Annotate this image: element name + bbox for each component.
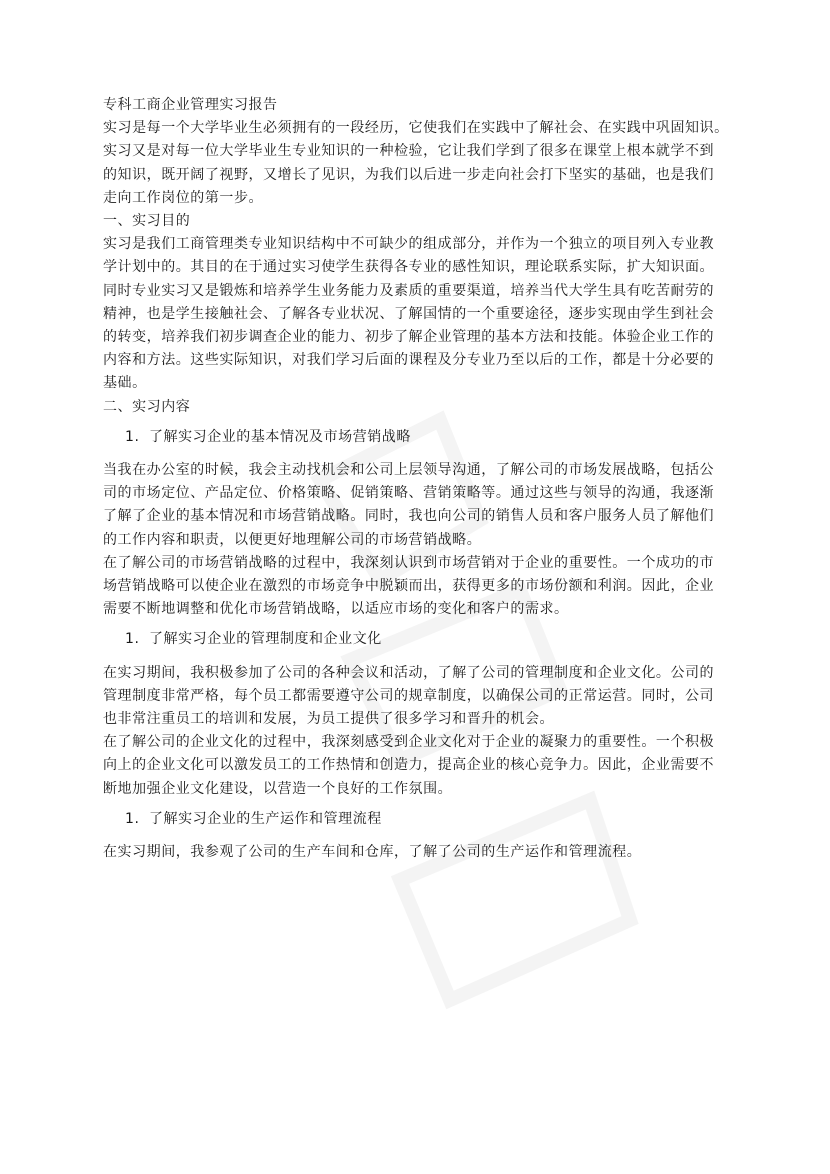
body-line: 在实习期间，我参观了公司的生产车间和仓库，了解了公司的生产运作和管理流程。 (103, 844, 642, 861)
body-line: 在了解公司的企业文化的过程中，我深刻感受到企业文化对于企业的凝聚力的重要性。一个积极 (103, 734, 715, 751)
subsection-title: 了解实习企业的生产运作和管理流程 (149, 810, 382, 827)
purpose-line: 学计划中的。其目的在于通过实习使学生获得各专业的感性知识，理论联系实际，扩大知识面。 (103, 259, 715, 276)
intro-line: 的知识，既开阔了视野，又增长了见识，为我们以后进一步走向社会打下坚实的基础，也是我们 (103, 166, 715, 183)
subsection-heading (125, 628, 723, 651)
section-heading-content: 二、实习内容 (103, 398, 191, 415)
intro-line: 实习是每一个大学毕业生必须拥有的一段经历，它使我们在实践中了解社会、在实践中巩固知识。 (103, 120, 729, 137)
purpose-line: 内容和方法。这些实际知识，对我们学习后面的课程及分专业乃至以后的工作，都是十分必要的 (103, 352, 715, 369)
purpose-line: 精神，也是学生接触社会、了解各专业状况、了解国情的一个重要途径，逐步实现由学生到社会 (103, 305, 715, 322)
body-line: 的工作内容和职责，以便更好地理解公司的市场营销战略。 (103, 531, 482, 548)
body-line: 断地加强企业文化建设，以营造一个良好的工作氛围。 (103, 780, 453, 797)
section-heading-purpose: 一、实习目的 (103, 213, 191, 230)
body-line: 在实习期间，我积极参加了公司的各种会议和活动，了解了公司的管理制度和企业文化。公司的 (103, 664, 715, 681)
body-line: 当我在办公室的时候，我会主动找机会和公司上层领导沟通，了解公司的市场发展战略，包括公 (103, 462, 715, 479)
purpose-line: 的转变，培养我们初步调查企业的能力、初步了解企业管理的基本方法和技能。体验企业工作的 (103, 329, 715, 346)
intro-line: 走向工作岗位的第一步。 (103, 189, 264, 206)
purpose-line: 实习是我们工商管理类专业知识结构中不可缺少的组成部分，并作为一个独立的项目列入专业教 (103, 236, 715, 253)
document-title: 专科工商企业管理实习报告 (103, 97, 278, 113)
subsection-title: 了解实习企业的基本情况及市场营销战略 (149, 428, 411, 445)
purpose-line: 基础。 (103, 375, 147, 392)
body-line: 了解了企业的基本情况和市场营销战略。同时，我也向公司的销售人员和客户服务人员了解他们 (103, 508, 715, 525)
subsection-number: 1. (125, 631, 140, 648)
subsection-number: 1. (125, 810, 140, 827)
subsection-title: 了解实习企业的管理制度和企业文化 (149, 631, 382, 648)
body-line: 管理制度非常严格，每个员工都需要遵守公司的规章制度，以确保公司的正常运营。同时，公司 (103, 687, 715, 704)
body-line: 需要不断地调整和优化市场营销战略，以适应市场的变化和客户的需求。 (103, 601, 569, 618)
intro-line: 实习又是对每一位大学毕业生专业知识的一种检验，它让我们学到了很多在课堂上根本就学不到 (103, 143, 715, 160)
document-body (103, 94, 729, 864)
body-line: 场营销战略可以使企业在激烈的市场竞争中脱颖而出，获得更多的市场份额和利润。因此，企业 (103, 578, 715, 595)
subsection-heading (125, 426, 723, 449)
body-line: 司的市场定位、产品定位、价格策略、促销策略、营销策略等。通过这些与领导的沟通，我逐渐 (103, 485, 715, 502)
body-line: 向上的企业文化可以激发员工的工作热情和创造力，提高企业的核心竞争力。因此，企业需要不 (103, 757, 715, 774)
subsection-heading (125, 808, 723, 831)
body-line: 在了解公司的市场营销战略的过程中，我深刻认识到市场营销对于企业的重要性。一个成功的市 (103, 554, 715, 571)
body-line: 也非常注重员工的培训和发展，为员工提供了很多学习和晋升的机会。 (103, 711, 555, 728)
subsection-number: 1. (125, 428, 140, 445)
purpose-line: 同时专业实习又是锻炼和培养学生业务能力及素质的重要渠道，培养当代大学生具有吃苦耐劳的 (103, 282, 715, 299)
